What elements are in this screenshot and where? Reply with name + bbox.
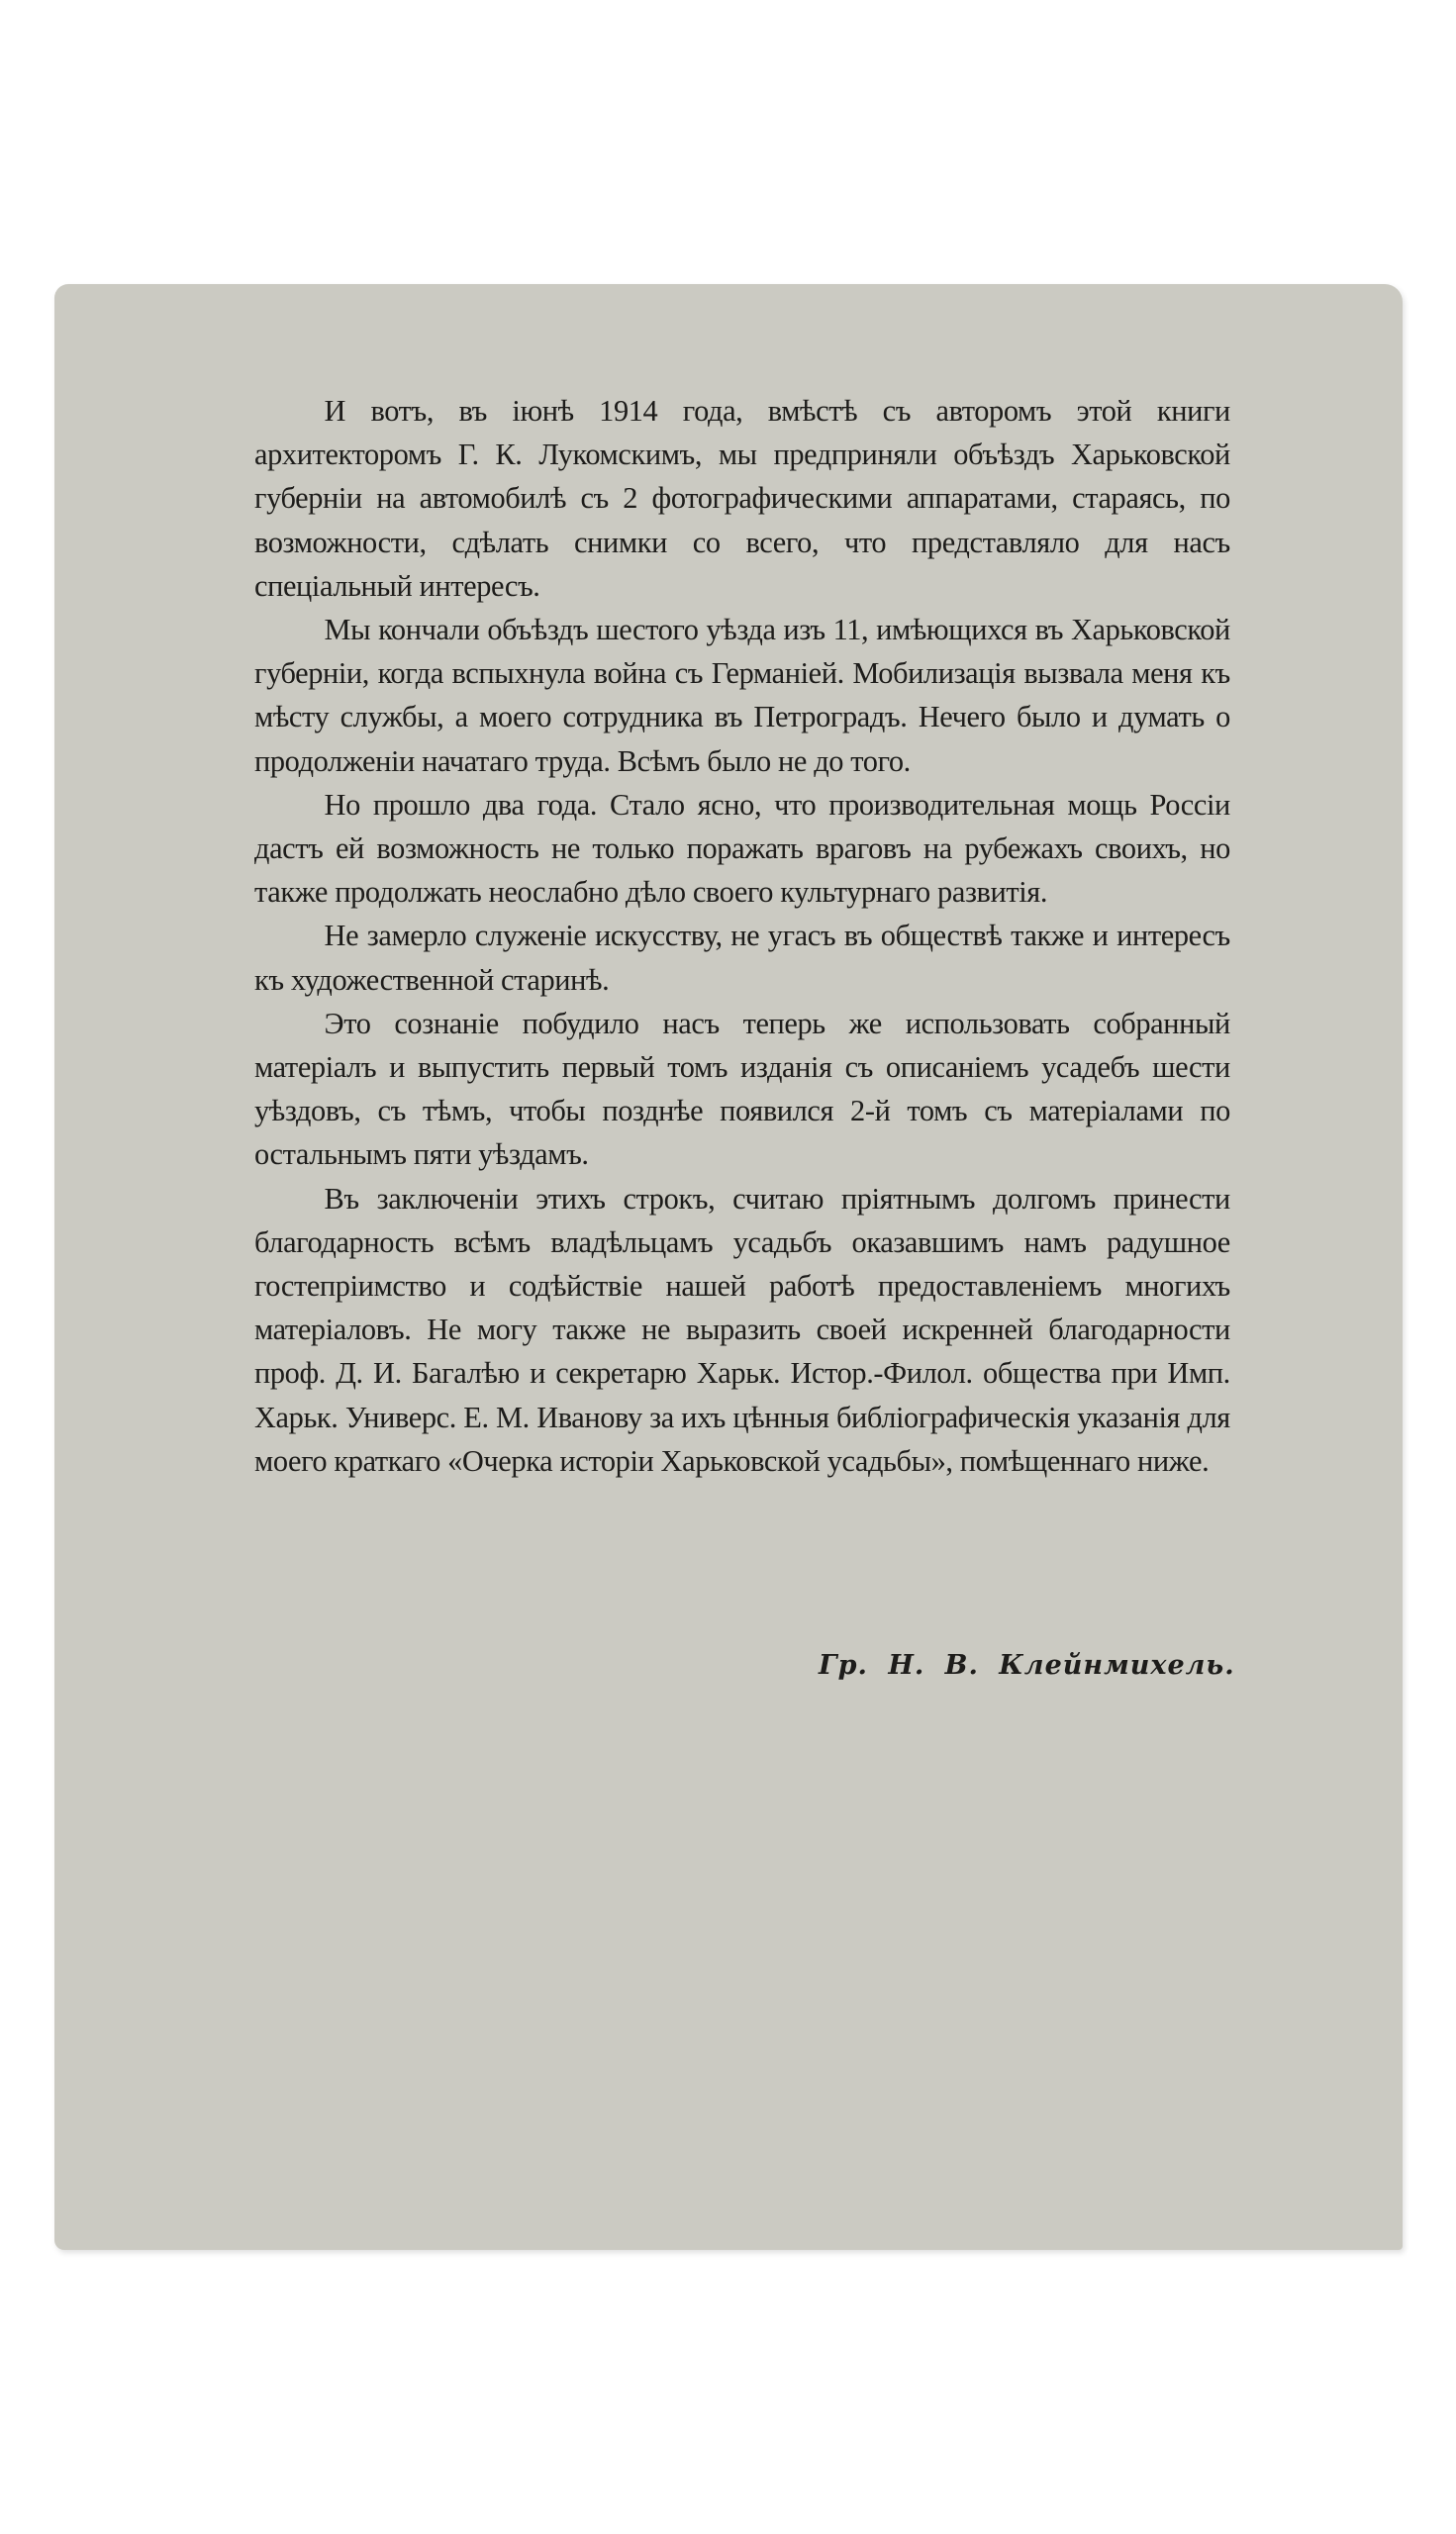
paragraph-trip-1914: И вотъ, въ іюнѣ 1914 года, вмѣстѣ съ авторомъ этой книги архитекторомъ Г. К. Лукомскимъ, мы предприняли объѣздъ Харьковской губерніи на автомобилѣ съ 2 фотографическими аппаратами, стараясь, по возможности, сдѣлать снимки со всего, что представляло для насъ спеціальный интересъ. — [254, 393, 1230, 603]
paragraph-first-volume: Это сознаніе побудило насъ теперь же использовать собранный матеріалъ и выпустить первый томъ изданія съ описаніемъ усадебъ шести уѣздовъ, съ тѣмъ, чтобы позднѣе появился 2-й томъ съ матеріалами по остальнымъ пяти уѣздамъ. — [254, 1005, 1230, 1172]
body-text — [254, 389, 1230, 1483]
paragraph-acknowledgements: Въ заключеніи этихъ строкъ, считаю пріятнымъ долгомъ принести благодарность всѣмъ владѣльцамъ усадьбъ оказавшимъ намъ радушное гостепріимство и содѣйствіе нашей работѣ предоставленіемъ многихъ матеріаловъ. Не могу также не выразить своей искренней благодарности проф. Д. И. Багалѣю и секретарю Харьк. Истор.-Филол. общества при Имп. Харьк. Универс. Е. М. Иванову за ихъ цѣнныя библіографическія указанія для моего краткаго «Очерка исторіи Харьковской усадьбы», помѣщеннаго ниже. — [254, 1180, 1230, 1478]
author-signature: Гр. Н. В. Клейнмихель. — [819, 1650, 1235, 1681]
paragraph-art-service: Не замерло служеніе искусству, не угасъ въ обществѣ также и интересъ къ художественной старинѣ. — [254, 918, 1230, 997]
paragraph-two-years-later: Но прошло два года. Стало ясно, что производительная мощь Россіи дастъ ей возможность не только поражать враговъ на рубежахъ своихъ, но также продолжать неослабно дѣло своего культурнаго развитія. — [254, 786, 1230, 910]
book-page — [54, 284, 1403, 2250]
paragraph-war-interruption: Мы кончали объѣздъ шестого уѣзда изъ 11, имѣющихся въ Харьковской губерніи, когда вспыхнула война съ Германіей. Мобилизація вызвала меня къ мѣсту службы, а моего сотрудника въ Петроградъ. Нечего было и думать о продолженіи начатаго труда. Всѣмъ было не до того. — [254, 612, 1230, 778]
